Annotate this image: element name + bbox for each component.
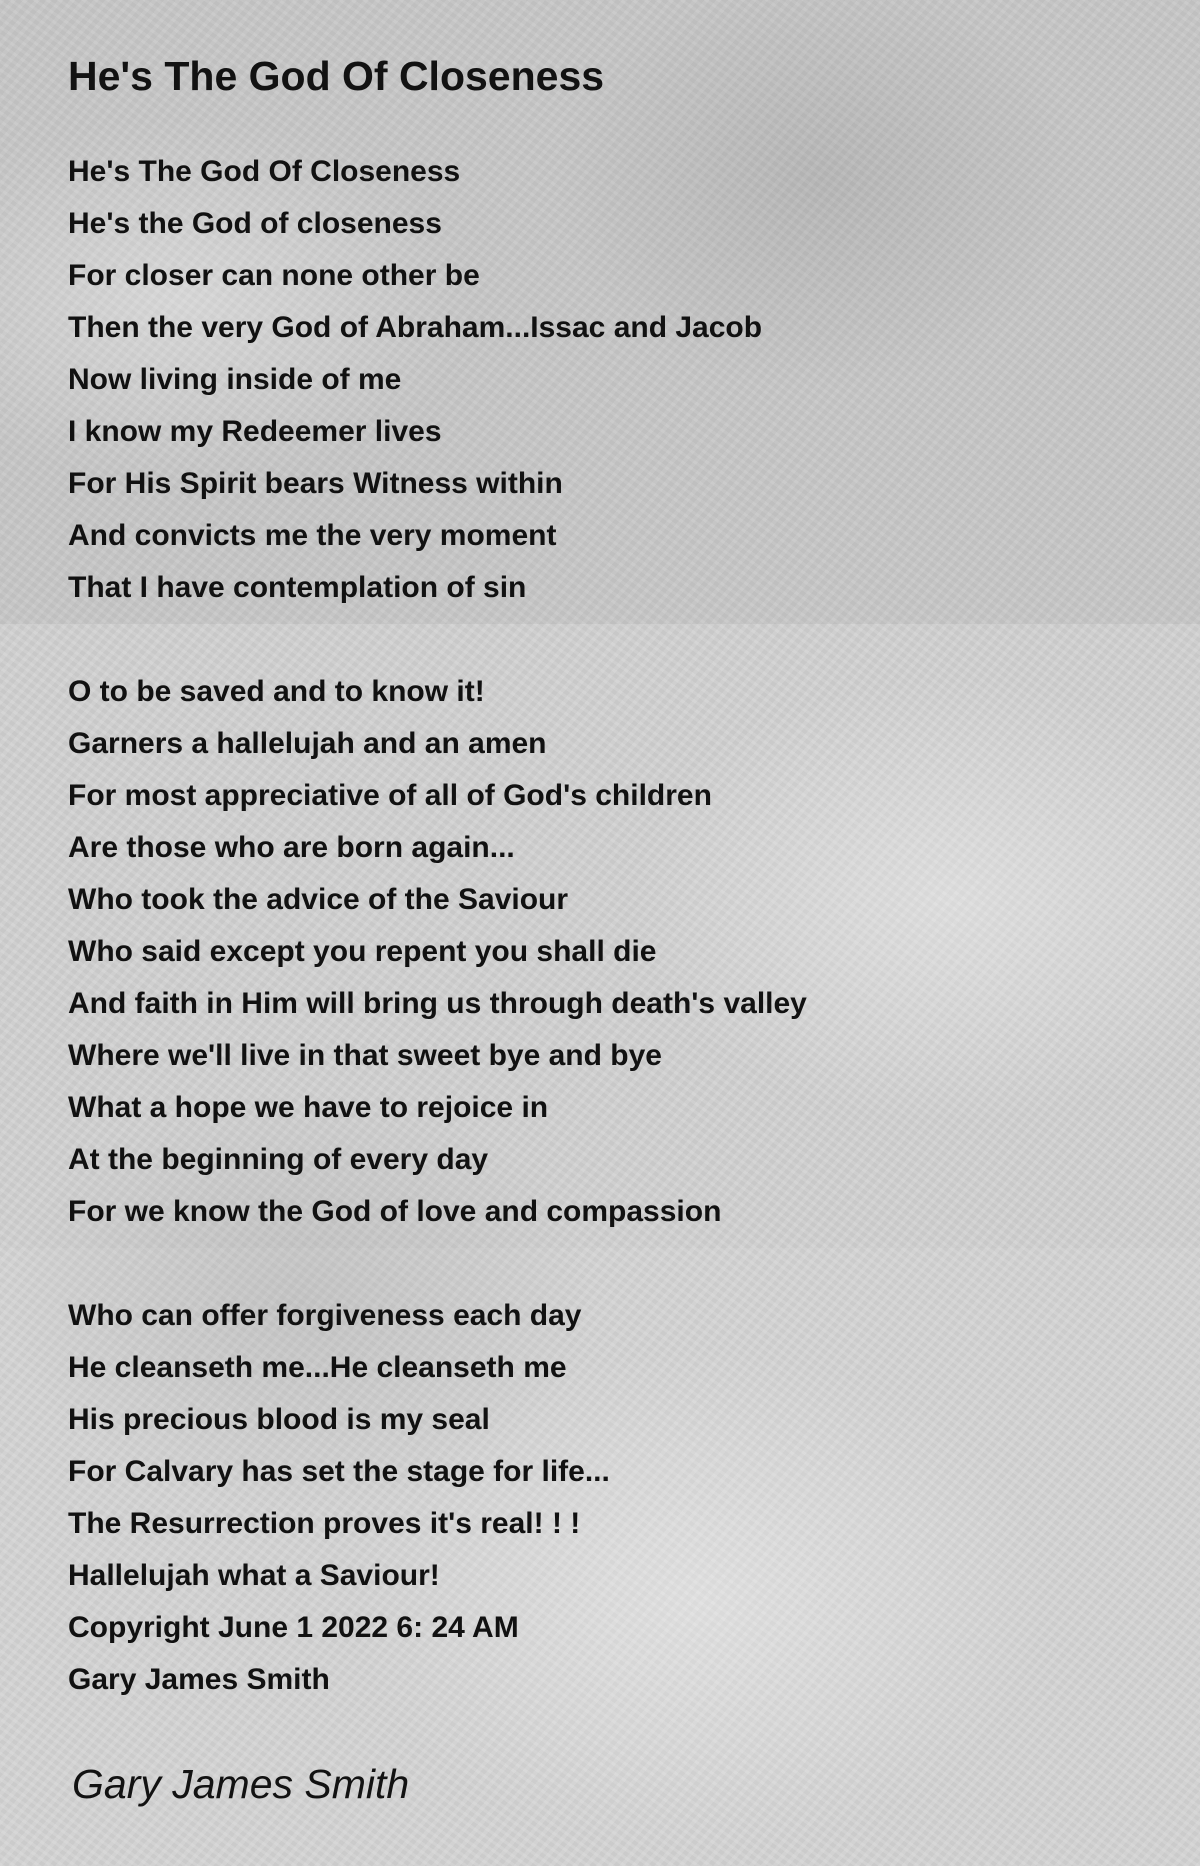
poem-line: His precious blood is my seal bbox=[68, 1403, 490, 1436]
poem-line: Where we'll live in that sweet bye and bye bbox=[68, 1039, 662, 1072]
poem-line: Garners a hallelujah and an amen bbox=[68, 727, 547, 760]
poem-line: For we know the God of love and compassion bbox=[68, 1195, 722, 1228]
poem-line: Gary James Smith bbox=[68, 1663, 330, 1696]
poem-line: At the beginning of every day bbox=[68, 1143, 489, 1176]
stanza-3 bbox=[68, 1290, 1148, 1706]
poem-line: What a hope we have to rejoice in bbox=[68, 1091, 549, 1124]
poem-line: I know my Redeemer lives bbox=[68, 415, 442, 448]
poem-line: For Calvary has set the stage for life... bbox=[68, 1455, 610, 1488]
poem-line: He's the God of closeness bbox=[68, 207, 442, 240]
poem-line: And faith in Him will bring us through death's valley bbox=[68, 987, 807, 1020]
author-signature: Gary James Smith bbox=[72, 1761, 410, 1807]
poem-card bbox=[68, 48, 1148, 1812]
poem-line: For His Spirit bears Witness within bbox=[68, 467, 563, 500]
poem-line: O to be saved and to know it! bbox=[68, 675, 485, 708]
poem-line: Who took the advice of the Saviour bbox=[68, 883, 569, 916]
poem-line: Who can offer forgiveness each day bbox=[68, 1299, 582, 1332]
stanza-1 bbox=[68, 146, 1148, 614]
poem-line: Hallelujah what a Saviour! bbox=[68, 1559, 440, 1592]
poem-line: He cleanseth me...He cleanseth me bbox=[68, 1351, 567, 1384]
poem-line: Now living inside of me bbox=[68, 363, 402, 396]
poem-title: He's The God Of Closeness bbox=[68, 53, 605, 99]
poem-line: Copyright June 1 2022 6: 24 AM bbox=[68, 1611, 519, 1644]
poem-line: He's The God Of Closeness bbox=[68, 155, 461, 188]
poem-line: For most appreciative of all of God's children bbox=[68, 779, 712, 812]
poem-line: For closer can none other be bbox=[68, 259, 480, 292]
poem-line: Are those who are born again... bbox=[68, 831, 515, 864]
poem-line: And convicts me the very moment bbox=[68, 519, 557, 552]
stanza-2 bbox=[68, 666, 1148, 1238]
poem-line: Then the very God of Abraham...Issac and Jacob bbox=[68, 311, 763, 344]
poem-line: The Resurrection proves it's real! ! ! bbox=[68, 1507, 581, 1540]
poem-line: Who said except you repent you shall die bbox=[68, 935, 657, 968]
poem-line: That I have contemplation of sin bbox=[68, 571, 527, 604]
